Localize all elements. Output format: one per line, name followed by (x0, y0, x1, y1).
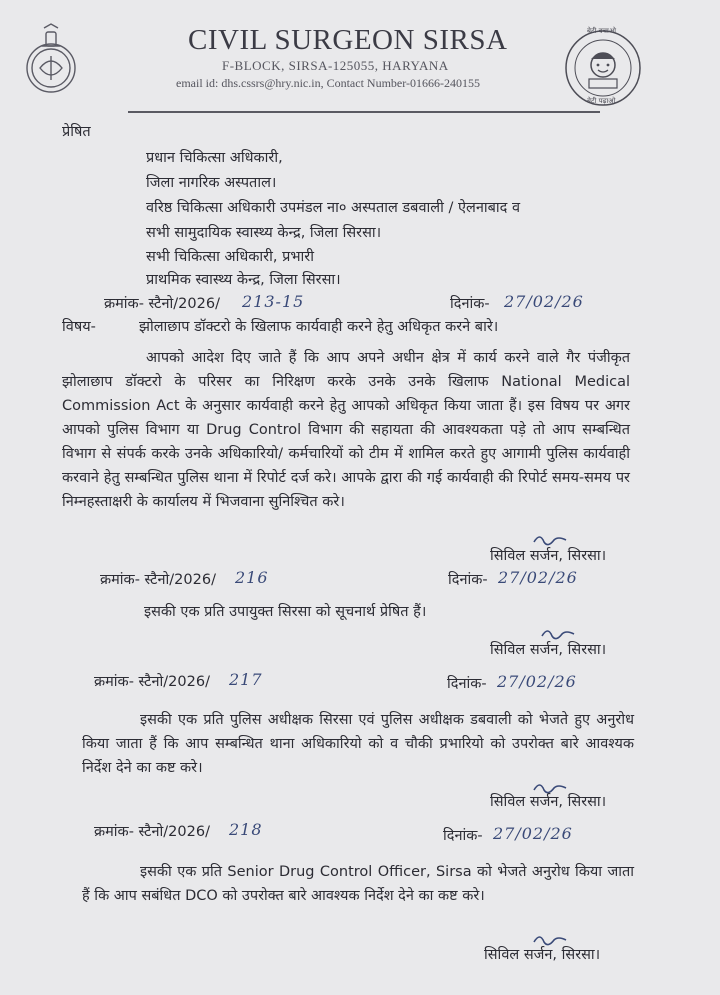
date-value: 27/02/26 (504, 292, 584, 311)
signature-line: सिविल सर्जन, सिरसा। (490, 794, 607, 810)
reference-number: 216 (235, 568, 269, 587)
office-title: CIVIL SURGEON SIRSA (188, 24, 508, 56)
addressee-line: जिला नागरिक अस्पताल। (146, 175, 277, 191)
date-value: 27/02/26 (498, 568, 578, 587)
date-value: 27/02/26 (493, 824, 573, 843)
logo-text-bottom: बेटी पढ़ाओ (587, 97, 616, 105)
reference-label: क्रमांक- स्टैनो/2026/ (100, 572, 216, 588)
office-contact: email id: dhs.cssrs@hry.nic.in, Contact Number-01666-240155 (176, 76, 480, 90)
endorsement-text: इसकी एक प्रति Senior Drug Control Officer, Sirsa को भेजते अनुरोध किया जाता हैं कि आप सबंधित DCO को उपरोक्त बारे आवश्यक निर्देश देने का कष्ट करे। (82, 864, 634, 904)
addressee-line: प्रधान चिकित्सा अधिकारी, (146, 150, 283, 166)
logo-text-top: बेटी बचाओ (587, 27, 616, 35)
reference-number: 218 (229, 820, 263, 839)
reference-number: 213-15 (242, 292, 305, 311)
reference-number: 217 (229, 670, 263, 689)
letter-body: आपको आदेश दिए जाते हैं कि आप अपने अधीन क्षेत्र में कार्य करने वाले गैर पंजीकृत झोलाछाप डॉक्टरो के परिसर का निरिक्षण करके उनके उनके खिलाफ National Medical Commission Act के अनुसार कार्यवाही करने हेतु आपको अधिकृत किया जाता हैं। इस विषय पर अगर आपको पुलिस विभाग या Drug Control विभाग की सहायता की आवश्यकता पड़े तो आप सम्बन्धित विभाग से संपर्क करके उनके अधिकारियो/ कर्मचारियों को टीम में शामिल करते हुए आगामी पुलिस कार्यवाही करवाने हेतु सम्बन्धित पुलिस थाना में रिपोर्ट दर्ज करे। आपके द्वारा की गई कार्यवाही की रिपोर्ट समय-समय पर निम्नहस्ताक्षरी के कार्यालय में भिजवाना सुनिश्चित करे। (62, 350, 630, 510)
to-label: प्रेषित (62, 124, 91, 140)
addressee-line: प्राथमिक स्वास्थ्य केन्द्र, जिला सिरसा। (146, 272, 341, 288)
office-address: F-BLOCK, SIRSA-125055, HARYANA (222, 58, 449, 73)
header-divider (128, 111, 600, 113)
signature-line: सिविल सर्जन, सिरसा। (490, 548, 607, 564)
subject-label: विषय- (62, 319, 96, 335)
addressee-line: सभी सामुदायिक स्वास्थ्य केन्द्र, जिला सिरसा। (146, 225, 382, 241)
endorsement-text: इसकी एक प्रति पुलिस अधीक्षक सिरसा एवं पुलिस अधीक्षक डबवाली को भेजते हुए अनुरोध किया जाता हैं कि आप सम्बन्धित थाना अधिकारियो को व चौकी प्रभारियो को उपरोक्त बारे आवश्यक निर्देश देने का कष्ट करे। (82, 712, 634, 776)
reference-label: क्रमांक- स्टैनो/2026/ (94, 824, 210, 840)
date-label: दिनांक- (443, 828, 483, 844)
date-value: 27/02/26 (497, 672, 577, 691)
date-label: दिनांक- (448, 572, 488, 588)
reference-label: क्रमांक- स्टैनो/2026/ (104, 296, 220, 312)
addressee-line: वरिष्ठ चिकित्सा अधिकारी उपमंडल ना० अस्पताल डबवाली / ऐलनाबाद व (146, 200, 521, 216)
addressee-line: सभी चिकित्सा अधिकारी, प्रभारी (146, 249, 314, 265)
subject-text: झोलाछाप डॉक्टरो के खिलाफ कार्यवाही करने हेतु अधिकृत करने बारे। (139, 319, 499, 335)
date-label: दिनांक- (447, 676, 487, 692)
endorsement-text: इसकी एक प्रति उपायुक्त सिरसा को सूचनार्थ प्रेषित हैं। (144, 604, 427, 620)
signature-line: सिविल सर्जन, सिरसा। (484, 947, 601, 963)
reference-label: क्रमांक- स्टैनो/2026/ (94, 674, 210, 690)
date-label: दिनांक- (450, 296, 490, 312)
signature-line: सिविल सर्जन, सिरसा। (490, 642, 607, 658)
beti-bachao-logo-icon (556, 29, 650, 107)
haryana-emblem-icon (22, 22, 80, 100)
